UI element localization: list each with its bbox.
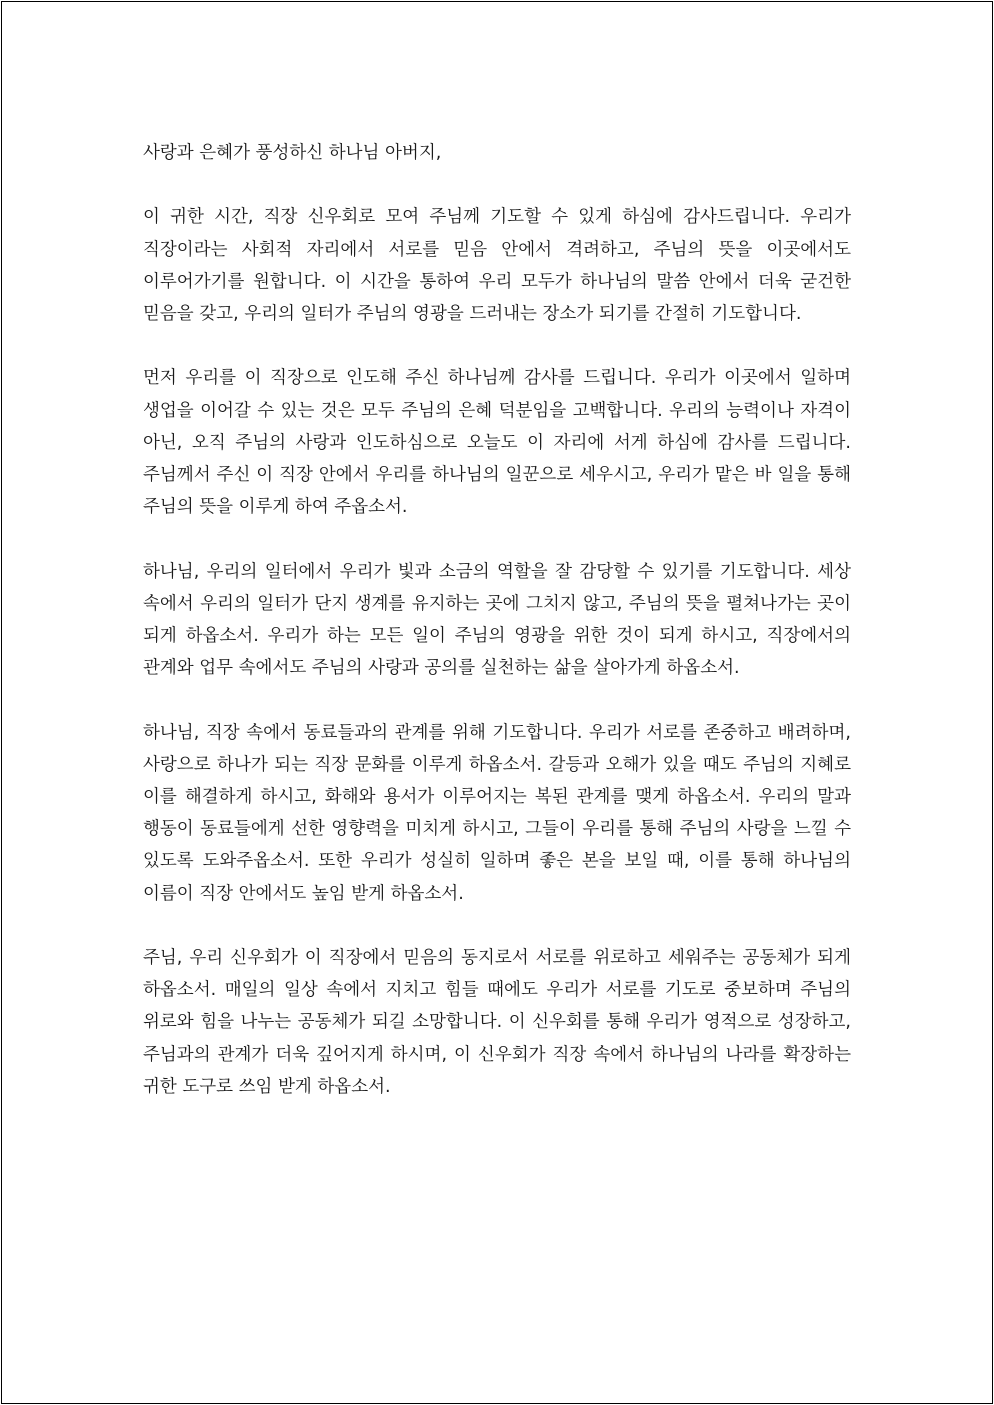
paragraph-light-and-salt: 하나님, 우리의 일터에서 우리가 빛과 소금의 역할을 잘 감당할 수 있기를 기도합니다. 세상 속에서 우리의 일터가 단지 생계를 유지하는 곳에 그치지 않고, 주님의 뜻을 펼쳐나가는 곳이 되게 하옵소서. 우리가 하는 모든 일이 주님의 영광을 위한 것이 되게 하시고, 직장에서의 관계와 업무 속에서도 주님의 사랑과 공의를 실천하는 삶을 살아가게 하옵소서. — [143, 561, 851, 679]
paragraph-colleagues: 하나님, 직장 속에서 동료들과의 관계를 위해 기도합니다. 우리가 서로를 존중하고 배려하며, 사랑으로 하나가 되는 직장 문화를 이루게 하옵소서. 갈등과 오해가 있을 때도 주님의 지혜로 이를 해결하게 하시고, 화해와 용서가 이루어지는 복된 관계를 맺게 하옵소서. 우리의 말과 행동이 동료들에게 선한 영향력을 미치게 하시고, 그들이 우리를 통해 주님의 사랑을 느낄 수 있도록 도와주옵소서. 또한 우리가 성실히 일하며 좋은 본을 보일 때, 이를 통해 하나님의 이름이 직장 안에서도 높임 받게 하옵소서. — [143, 722, 851, 904]
greeting-line: 사랑과 은혜가 풍성하신 하나님 아버지, — [143, 143, 442, 163]
paragraph-opening: 이 귀한 시간, 직장 신우회로 모여 주님께 기도할 수 있게 하심에 감사드립니다. 우리가 직장이라는 사회적 자리에서 서로를 믿음 안에서 격려하고, 주님의 뜻을 이곳에서도 이루어가기를 원합니다. 이 시간을 통하여 우리 모두가 하나님의 말씀 안에서 더욱 굳건한 믿음을 갖고, 우리의 일터가 주님의 영광을 드러내는 장소가 되기를 간절히 기도합니다. — [143, 207, 851, 324]
paragraph-thanks: 먼저 우리를 이 직장으로 인도해 주신 하나님께 감사를 드립니다. 우리가 이곳에서 일하며 생업을 이어갈 수 있는 것은 모두 주님의 은혜 덕분임을 고백합니다. 우리의 능력이나 자격이 아닌, 오직 주님의 사랑과 인도하심으로 오늘도 이 자리에 서게 하심에 감사를 드립니다. 주님께서 주신 이 직장 안에서 우리를 하나님의 일꾼으로 세우시고, 우리가 맡은 바 일을 통해 주님의 뜻을 이루게 하여 주옵소서. — [143, 368, 851, 518]
paragraph-fellowship: 주님, 우리 신우회가 이 직장에서 믿음의 동지로서 서로를 위로하고 세워주는 공동체가 되게 하옵소서. 매일의 일상 속에서 지치고 힘들 때에도 우리가 서로를 기도로 중보하며 주님의 위로와 힘을 나누는 공동체가 되길 소망합니다. 이 신우회를 통해 우리가 영적으로 성장하고, 주님과의 관계가 더욱 깊어지게 하시며, 이 신우회가 직장 속에서 하나님의 나라를 확장하는 귀한 도구로 쓰임 받게 하옵소서. — [143, 948, 851, 1097]
document-body — [143, 137, 851, 1135]
